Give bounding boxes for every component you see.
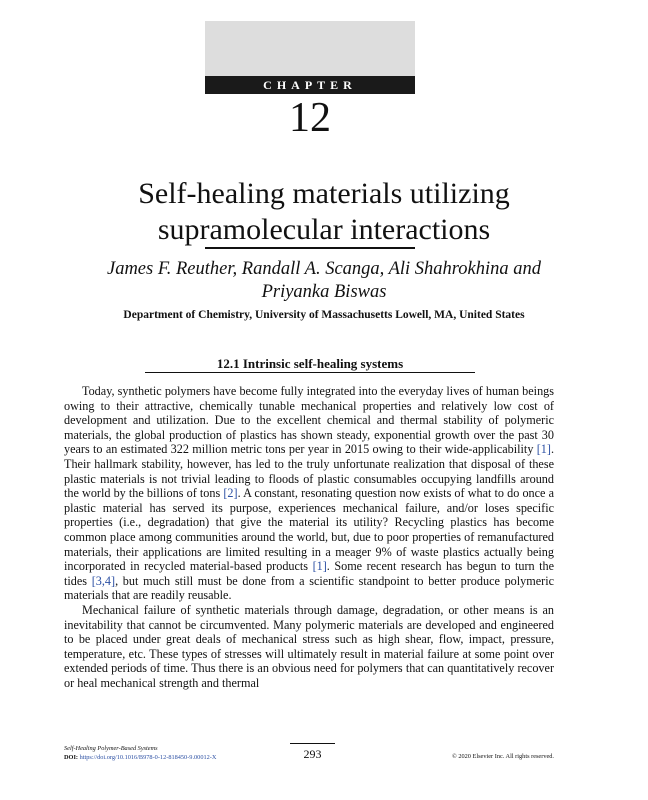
paragraph-1 [64, 384, 554, 603]
copyright: © 2020 Elsevier Inc. All rights reserved. [451, 753, 554, 760]
affiliation: Department of Chemistry, University of Massachusetts Lowell, MA, United States [123, 309, 525, 321]
body-text [64, 384, 554, 690]
text-run: Today, synthetic polymers have become fully integrated into the everyday lives of human beings owing to their attractive, chemically tunable mechanical properties and relatively low cost of development and utilization. Due to the excellent chemical and thermal stability of polymeric materials, the global production of plastics has shown steady, exponential growth over the past 30 years to an estimated 322 million metric tons per year in 2015 owing to their wide-applicability [64, 384, 554, 457]
page-number: 293 [303, 747, 322, 761]
text-run: , but much still must be done from a scientific standpoint to better produce polymeric materials that are readily reusable. [64, 573, 554, 603]
chapter-header-box [205, 21, 415, 76]
chapter-label: CHAPTER [205, 76, 415, 94]
title-divider [205, 247, 415, 249]
chapter-title [40, 176, 608, 248]
paragraph-2: Mechanical failure of synthetic materials through damage, degradation, or other means is an inevitability that cannot be circumvented. Many polymeric materials are developed and engineered to be placed under great deals of mechanical stress such as high shear, flow, impact, pressure, temperature, etc. These types of stresses will ultimately result in material failure at some point over extended periods of time. Thus there is an obvious need for polymers that can quantitatively recover or heal mechanical strength and thermal [64, 602, 554, 690]
author-list [40, 258, 608, 304]
section-heading: 12.1 Intrinsic self-healing systems [216, 356, 404, 371]
citation-link[interactable]: [3,4] [91, 573, 116, 588]
doi-link[interactable]: https://doi.org/10.1016/B978-0-12-818450-9.00012-X [79, 754, 217, 761]
citation-link[interactable]: [2] [223, 486, 238, 501]
text-run: . Their hallmark stability, however, has led to the truly unfortunate realization that disposal of these plastic materials is not trivial leading to floods of plastic consumables occupying landfills around the world by the billions of tons [64, 442, 554, 501]
section-divider [145, 372, 475, 373]
text-run: . Some recent research has begun to turn the tides [64, 559, 554, 588]
page-number-rule [290, 743, 335, 744]
author-line-2: Priyanka Biswas [261, 282, 387, 302]
chapter-number: 12 [289, 95, 331, 141]
chapter-title-line-2: supramolecular interactions [157, 213, 491, 246]
chapter-title-line-1: Self-healing materials utilizing [138, 177, 510, 210]
doi-label: DOI: [64, 754, 78, 761]
book-title: Self-Healing Polymer-Based Systems [64, 745, 158, 752]
footer-left [64, 744, 264, 762]
citation-link[interactable]: [1] [536, 442, 551, 457]
citation-link[interactable]: [1] [312, 559, 327, 574]
author-line-1: James F. Reuther, Randall A. Scanga, Ali Shahrokhina and [106, 259, 542, 279]
text-run: . A constant, resonating question now exists of what to do once a plastic material has served its purpose, experiences mechanical failure, and/or loses specific properties (i.e., degradation) that give the material its utility? Recycling plastics has become common place among communities around the world, but, due to poor properties of remanufactured materials, their applications are limited resulting in a meager 9% of waste plastics actually being incorporated in recycled material-based products [64, 486, 554, 574]
doi-line [64, 753, 264, 762]
